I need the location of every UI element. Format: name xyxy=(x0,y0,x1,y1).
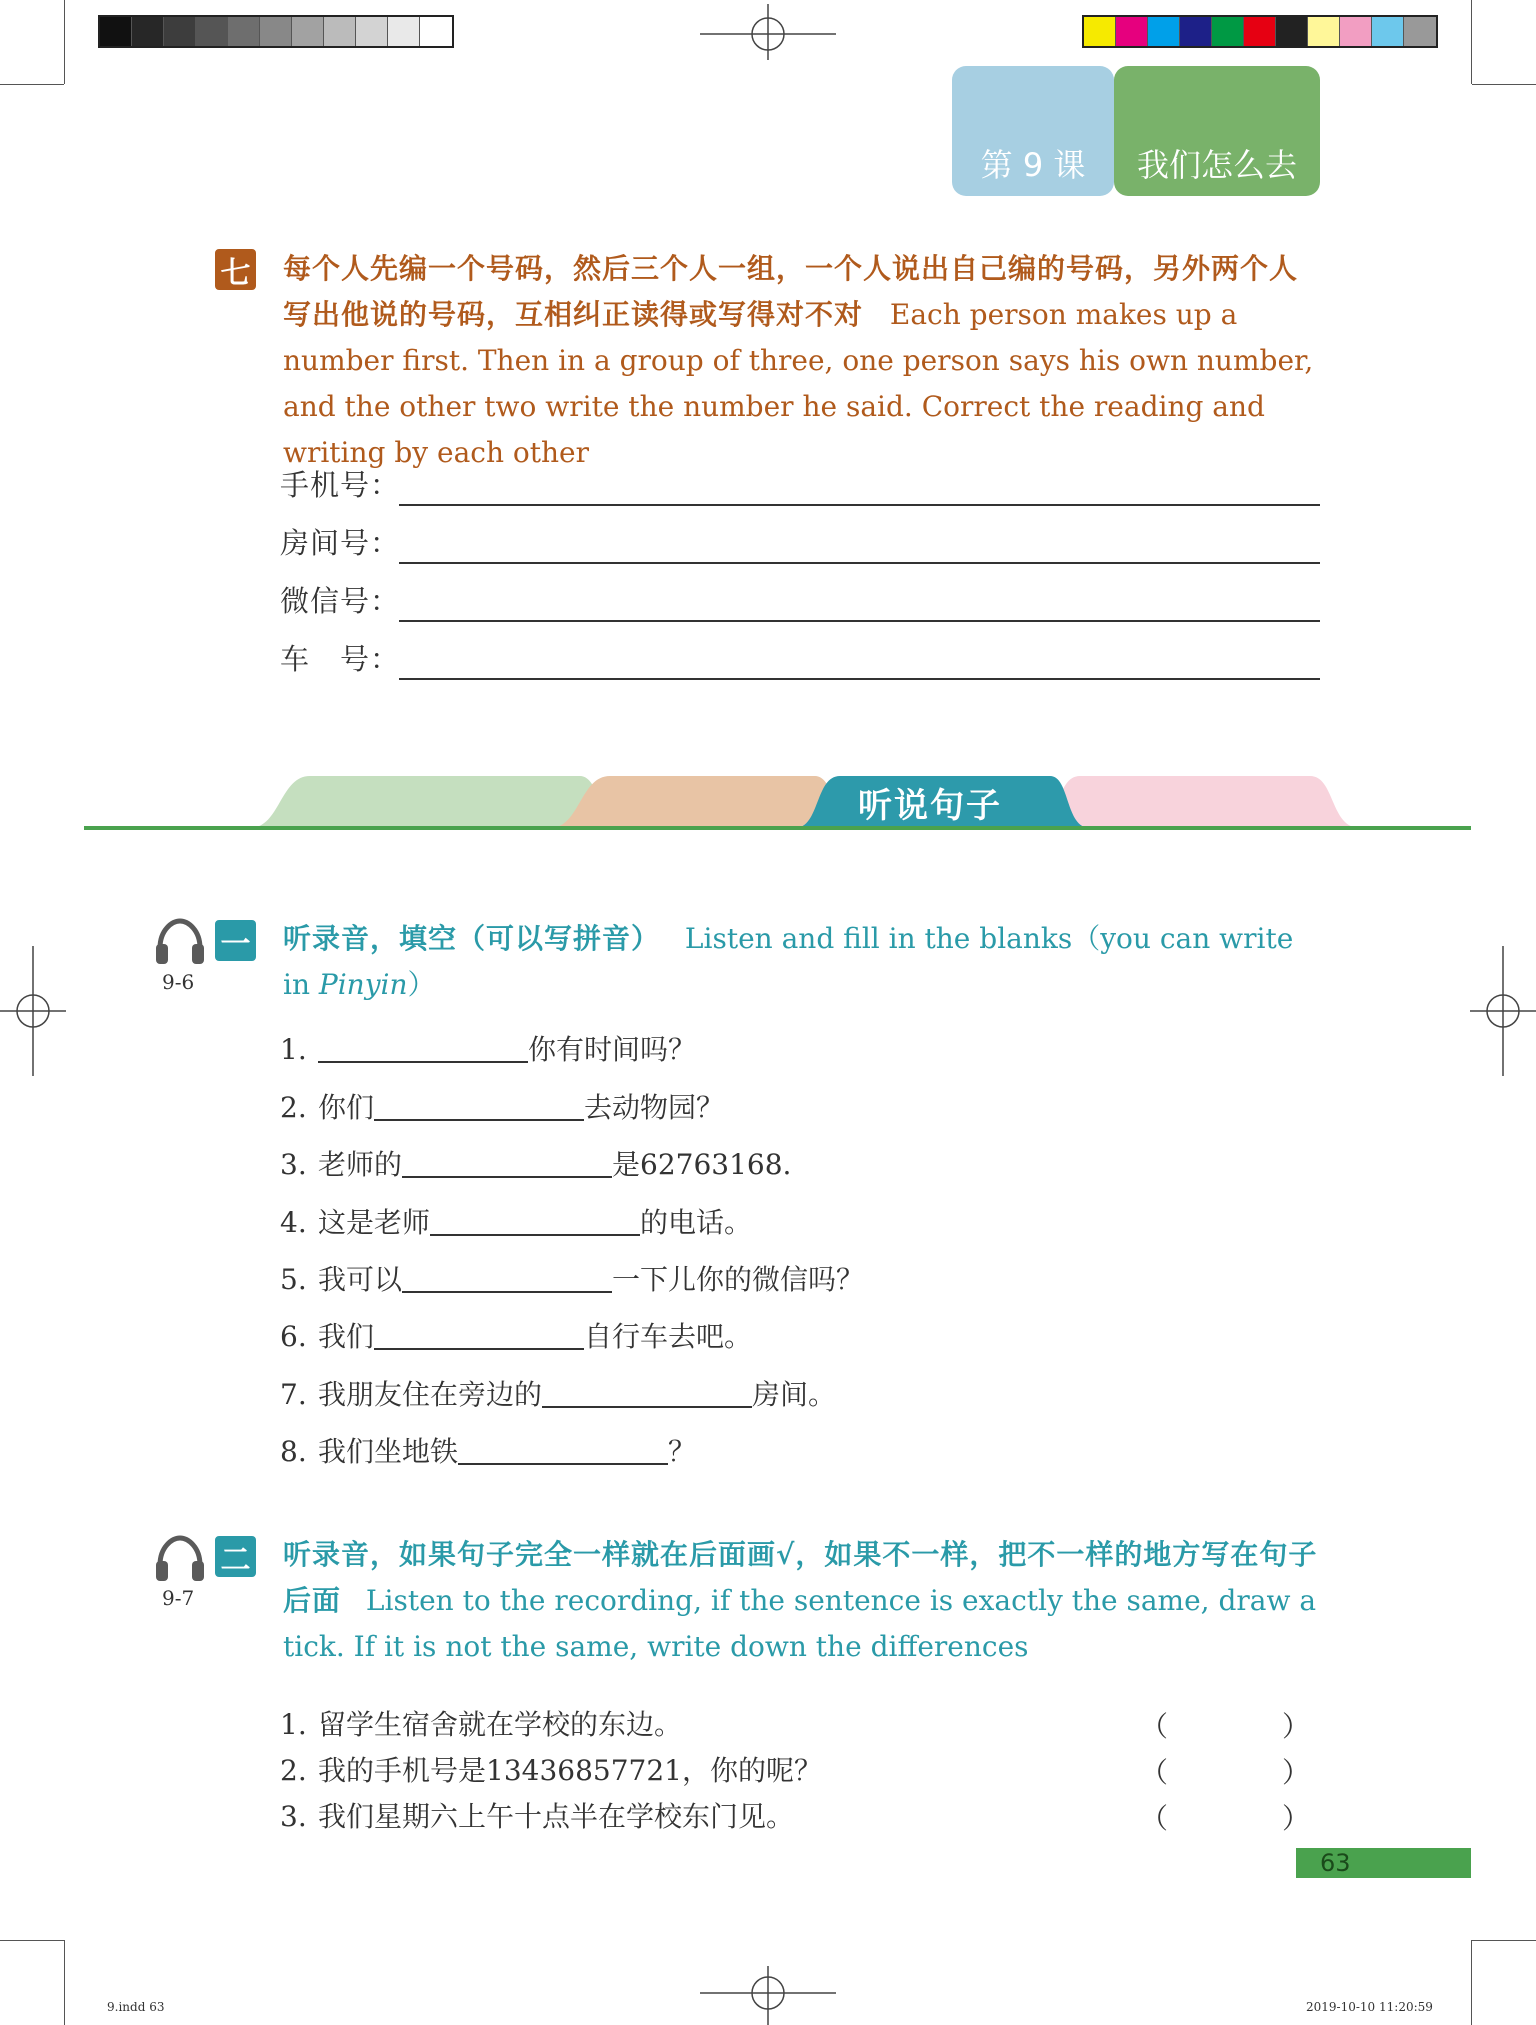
exercise-badge-7: 七 xyxy=(215,249,256,290)
exercise-badge-2: 二 xyxy=(215,1536,256,1577)
fill-item: 5. 我可以 一下儿你的微信吗？ xyxy=(280,1263,865,1296)
fill-item: 4. 这是老师 的电话。 xyxy=(280,1206,753,1239)
blank-field[interactable] xyxy=(430,1204,640,1236)
section-banner-title: 听说句子 xyxy=(858,786,1002,826)
lesson-number-tab xyxy=(952,66,1114,196)
fill-item: 8. 我们坐地铁 ？ xyxy=(280,1435,697,1468)
lesson-title: 我们怎么去 xyxy=(1136,146,1297,184)
field-label: 微信号： xyxy=(280,584,401,618)
answer-line[interactable] xyxy=(399,504,1320,506)
crop-mark xyxy=(0,84,64,85)
fill-item: 2. 你们 去动物园？ xyxy=(280,1091,725,1124)
listen-1-en: Listen and fill in the blanks（you can write in Pinyin） xyxy=(283,922,1294,1001)
exercise-7-zh: 每个人先编一个号码，然后三个人一组，一个人说出自己编的号码，另外两个人写出他说的号码，互相纠正读得或写得对不对 xyxy=(283,252,1299,331)
crop-mark xyxy=(64,0,65,84)
answer-paren-close: ） xyxy=(1282,1802,1311,1835)
crop-mark xyxy=(1471,0,1472,84)
form-row-mobile xyxy=(280,460,1320,508)
cmyk-color-bar xyxy=(1082,15,1438,48)
crop-mark xyxy=(1472,1940,1536,1941)
listen-2-en: Listen to the recording, if the sentence is exactly the same, draw a tick. If it is not the same, write down the differences xyxy=(283,1584,1317,1663)
crop-mark xyxy=(1472,84,1536,85)
answer-paren-open[interactable]: （ xyxy=(1140,1802,1169,1835)
exercise-7-instruction xyxy=(283,246,1323,476)
blank-field[interactable] xyxy=(402,1261,612,1293)
listen-2-zh: 听录音，如果句子完全一样就在后面画√，如果不一样，把不一样的地方写在句子后面 xyxy=(283,1538,1318,1617)
crop-mark xyxy=(0,1940,64,1941)
footer-timestamp: 2019-10-10 11:20:59 xyxy=(1306,2000,1433,2014)
blank-field[interactable] xyxy=(318,1031,528,1063)
audio-track-label: 9-6 xyxy=(162,970,195,994)
answer-line[interactable] xyxy=(399,678,1320,680)
form-row-room xyxy=(280,518,1320,566)
grayscale-color-bar xyxy=(98,15,454,48)
field-label: 手机号： xyxy=(280,468,401,502)
footer-file: 9.indd 63 xyxy=(107,2000,165,2014)
answer-paren-open[interactable]: （ xyxy=(1140,1710,1169,1743)
blank-field[interactable] xyxy=(374,1318,584,1350)
answer-paren-close: ） xyxy=(1282,1756,1311,1789)
compare-item: 1. 留学生宿舍就在学校的东边。 xyxy=(280,1708,683,1741)
crop-mark xyxy=(64,1940,65,2025)
page-number: 63 xyxy=(1296,1848,1471,1878)
headphone-icon[interactable] xyxy=(154,1533,206,1583)
registration-mark xyxy=(1470,946,1536,1076)
registration-mark xyxy=(700,4,836,60)
listen-2-instruction xyxy=(283,1532,1323,1670)
section-rule xyxy=(84,826,1471,830)
field-label: 房间号： xyxy=(280,526,401,560)
registration-mark xyxy=(0,946,66,1076)
blank-field[interactable] xyxy=(542,1376,752,1408)
lesson-number: 第 9 课 xyxy=(980,146,1086,184)
section-banner-shapes xyxy=(250,772,1370,828)
fill-item: 1. 你有时间吗？ xyxy=(280,1033,697,1066)
blank-field[interactable] xyxy=(374,1089,584,1121)
lesson-title-tab xyxy=(1114,66,1320,196)
answer-line[interactable] xyxy=(399,562,1320,564)
field-label: 车 号： xyxy=(280,642,401,676)
compare-item: 3. 我们星期六上午十点半在学校东门见。 xyxy=(280,1800,795,1833)
exercise-7-en: Each person makes up a number first. Then in a group of three, one person says his own number, and the other two write the number he said. Correct the reading and writing by each other xyxy=(283,298,1314,469)
listen-1-instruction xyxy=(283,916,1323,1008)
answer-paren-open[interactable]: （ xyxy=(1140,1756,1169,1789)
fill-item: 7. 我朋友住在旁边的 房间。 xyxy=(280,1378,837,1411)
compare-item: 2. 我的手机号是13436857721，你的呢？ xyxy=(280,1754,822,1787)
blank-field[interactable] xyxy=(458,1433,668,1465)
answer-paren-close: ） xyxy=(1282,1710,1311,1743)
audio-track-label: 9-7 xyxy=(162,1586,195,1610)
exercise-badge-1: 一 xyxy=(215,920,256,961)
registration-mark xyxy=(700,1966,836,2025)
form-row-wechat xyxy=(280,576,1320,624)
headphone-icon[interactable] xyxy=(154,916,206,966)
fill-item: 3. 老师的 是62763168. xyxy=(280,1148,792,1181)
blank-field[interactable] xyxy=(402,1146,612,1178)
answer-line[interactable] xyxy=(399,620,1320,622)
form-row-car xyxy=(280,634,1320,682)
fill-item: 6. 我们 自行车去吧。 xyxy=(280,1320,753,1353)
crop-mark xyxy=(1471,1940,1472,2025)
listen-1-zh: 听录音，填空（可以写拼音） xyxy=(283,922,661,955)
